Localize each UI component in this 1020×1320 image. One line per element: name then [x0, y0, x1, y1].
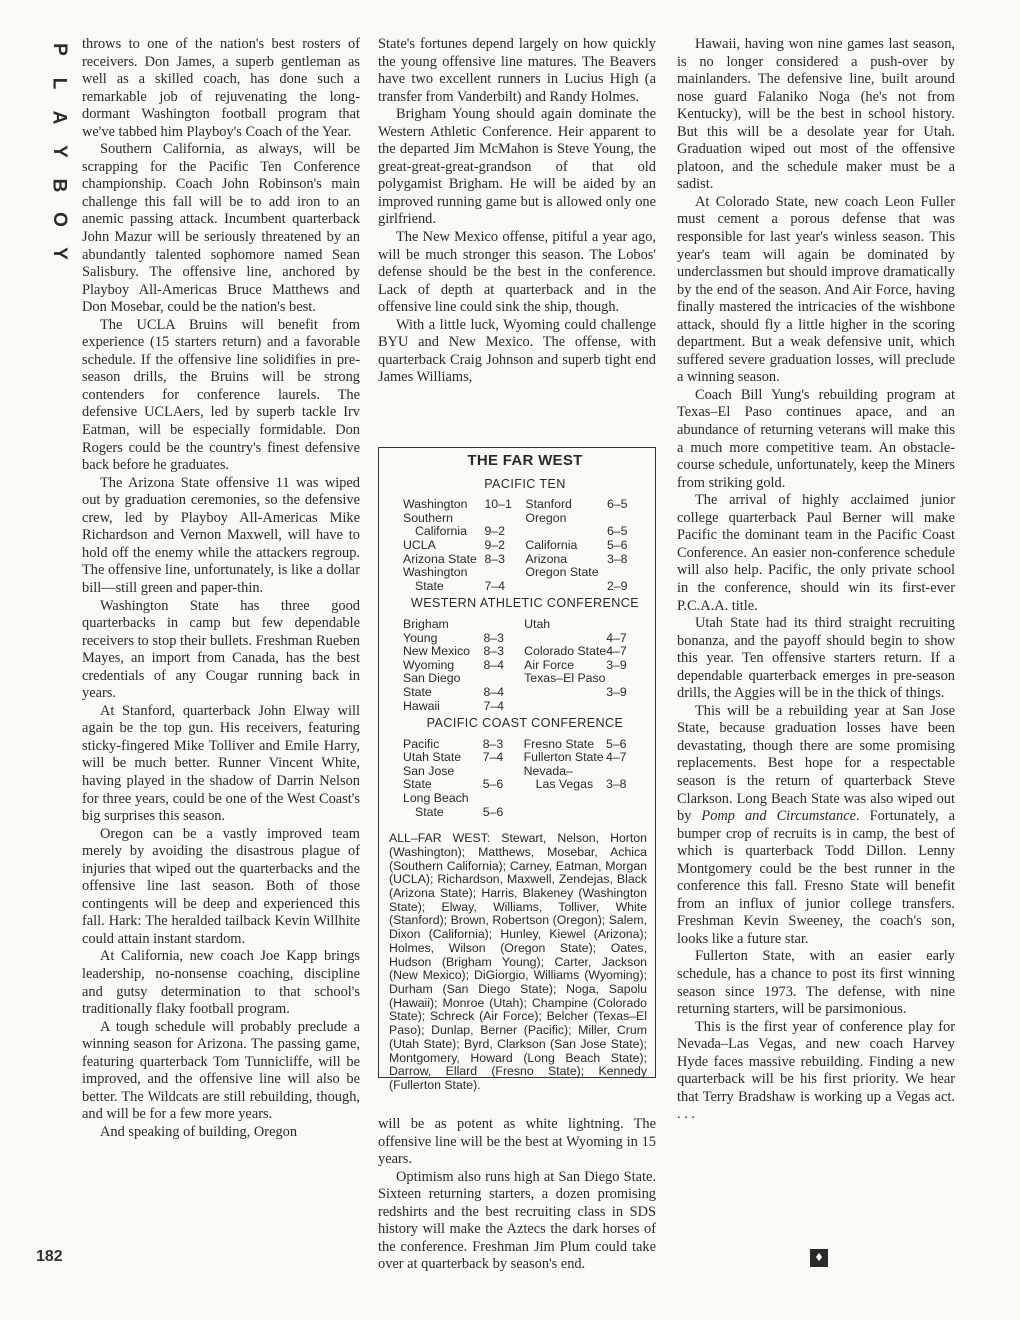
team-name: Arizona State — [403, 551, 477, 566]
team-record: 7–4 — [482, 750, 504, 765]
standings-table — [403, 618, 647, 713]
team-record: 4–7 — [606, 644, 627, 659]
team-record: 5–6 — [605, 736, 627, 751]
conference-heading: PACIFIC COAST CONFERENCE — [426, 716, 624, 731]
paragraph: Brigham Young should again dominate the Western Athletic Conference. Heir apparent to the departed Jim McMahon is Steve Young, the great-great-great-grandson of that old polygamist Brigham. He will be aided by an improved running game but is allowed only one girlfriend. — [378, 106, 656, 228]
team-record: 6–5 — [606, 497, 628, 512]
team-record: 10–1 — [484, 497, 512, 512]
paragraph: throws to one of the nation's best rosters of receivers. Don James, a superb gentleman as well as a skilled coach, has done such a remarkable job of rejuvenating the long-dormant Washington football program that we've tabbed him Playboy's Coach of the Year. — [82, 36, 360, 140]
paragraph: Hawaii, having won nine games last season, is no longer considered a push-over by mainlanders. The defensive line, built around nose guard Falaniko Noga (he's not from Kentucky), will be the best in school history. But this will be a desolate year for Utah. Graduation wiped out most of the offensive platoon, and the schedule maker must be a sadist. — [677, 36, 955, 193]
paragraph: This is the first year of conference play for Nevada–Las Vegas, and new coach Harvey Hyde faces massive rebuilding. Finding a new quarterback will be his first priority. We hear that Terry Bradshaw is working up a Vegas act. . . . — [677, 1018, 955, 1123]
team-record: 8–3 — [484, 551, 505, 566]
paragraph: Oregon can be a vastly improved team merely by avoiding the disastrous plague of injuries that wiped out the quarterbacks and the offensive line last season. Both of those contingents will be deep and experienced this fall. Hark: The heralded tailback Kevin Willhite could attain instant stardom. — [82, 825, 360, 947]
team-name: Oregon — [525, 510, 567, 525]
paragraph: At Stanford, quarterback John Elway will again be the top gun. His receivers, featuring sticky-fingered Mike Tolliver and Emile Harry, will be much better. Runner Vincent White, having played in the shadow of Darrin Nelson for three years, could be one of the West Coast's big surprises this season. — [82, 702, 360, 825]
table-row — [403, 659, 647, 673]
conference-heading: WESTERN ATHLETIC CONFERENCE — [410, 596, 640, 611]
table-row — [403, 792, 647, 819]
table-row — [403, 566, 647, 593]
paragraph: The Arizona State offensive 11 was wiped out by graduation ceremonies, so the defensive crew, led by Playboy All-Americas Mike Richardson and Vernon Maxwell, will have to hold off the enemy while the attackers regroup. The offensive line, unfortunately, is like a dollar bill—still green and paper-thin. — [82, 474, 360, 596]
team-name — [524, 700, 606, 714]
team-name: Fullerton State — [523, 750, 604, 765]
brand-letter: Y — [48, 247, 70, 260]
table-row — [403, 645, 647, 659]
sidebar-title: THE FAR WEST — [467, 452, 583, 469]
table-row — [403, 738, 647, 752]
team-name: Washington — [403, 497, 468, 512]
all-far-west-list: ALL–FAR WEST: Stewart, Nelson, Horton (Washington); Matthews, Mosebar, Achica (Southern California); Carney, Eatman, Morgan (UCLA); Richardson, Maxwell, Zendejas, Black (Arizona State); Harris, Blakeney (Washington State); Elway, Williams, Tolliver, White (Stanford); Brown, Robertson (Oregon); Salem, Dixon (California); Hunley, Kiewel (Arizona); Holmes, Wilson (Oregon State); Oates, Hudson (Brigham Young); Carter, Jackson (New Mexico); DiGiorgio, Williams (Wyoming); Durham (San Diego State); Noga, Sapolu (Hawaii); Monroe (Utah); Champine (Colorado State); Schreck (Air Force); Belcher (Texas–El Paso); Dunlap, Berner (Pacific); Miller, Crum (Utah State); Byrd, Clarkson (San Jose State); Montgomery, Howard (Long Beach State); Darrow, Ellard (Fresno State); Kennedy (Fullerton State). — [389, 831, 647, 1092]
team-record: 8–4 — [483, 684, 504, 699]
column-3 — [677, 36, 955, 1124]
paragraph: Optimism also runs high at San Diego State. Sixteen returning starters, a dozen promising redshirts and the best recruiting class in SDS history will make the Aztecs the dark horses of the conference. Freshman Jim Plum could take over at quarterback by season's end. — [378, 1168, 656, 1273]
team-name: Utah State — [403, 750, 462, 765]
brand-letter: Y — [48, 145, 70, 158]
paragraph: A tough schedule will probably preclude a winning season for Arizona. The passing game, featuring quarterback Tom Tunnicliffe, will be improved, and the offensive line will also be better. The Wildcats are still rebuilding, though, and will be for a few more years. — [82, 1018, 360, 1123]
table-row — [403, 539, 647, 553]
paragraph: Coach Bill Yung's rebuilding program at Texas–El Paso continues apace, and an abundance of returning veterans will make this a much more competitive team. An obstacle-course schedule, unfortunately, keep the Miners from striking gold. — [677, 386, 955, 491]
team-name: Utah — [524, 616, 551, 631]
team-name — [524, 792, 606, 819]
table-row — [403, 498, 647, 512]
team-record: 2–9 — [606, 578, 628, 593]
paragraph: The New Mexico offense, pitiful a year ago, will be much stronger this season. The Lobos' defense should be the best in the conference. Lack of depth at quarterback and in the offensive line could sink the ship, though. — [378, 229, 656, 316]
paragraph: Southern California, as always, will be scrapping for the Pacific Ten Conference championship. Coach John Robinson's main challenge this fall will be to add iron to an anemic passing attack. Incumbent quarterback John Mazur will be seriously threatened by an abundantly talented sophomore named Sean Salisbury. The offensive line, anchored by Playboy All-Americas Bruce Matthews and Don Mosebar, could be the nation's best. — [82, 141, 360, 316]
team-record: 7–4 — [483, 698, 504, 713]
table-row — [403, 700, 647, 714]
team-name: San Jose State — [403, 763, 455, 792]
team-record: 6–5 — [606, 524, 628, 539]
paragraph: And speaking of building, Oregon — [100, 1123, 298, 1140]
team-name: Stanford — [525, 497, 572, 512]
team-name: Arizona — [525, 551, 568, 566]
table-row — [403, 765, 647, 792]
paragraph: With a little luck, Wyoming could challenge BYU and New Mexico. The offense, with quarterback Craig Johnson and superb tight end James Williams, — [378, 316, 656, 386]
team-record — [606, 700, 647, 714]
team-record — [606, 792, 647, 819]
team-record: 4–7 — [606, 630, 627, 645]
team-name: Fresno State — [523, 736, 595, 751]
team-name: Washington State — [403, 565, 468, 593]
paragraph: At Colorado State, new coach Leon Fuller must cement a porous defense that was responsible for last year's winless season. This year's team will again be dominated by underclassmen but should improve dramatically by the end of the season. And Air Force, having finally mastered the intricacies of the wishbone attack, should fly a little higher in the scoring department. But a weak defensive unit, which suffered severe graduation losses, will preclude a winning season. — [677, 193, 955, 386]
column-2-bottom — [378, 1116, 656, 1274]
team-name: Air Force — [524, 657, 575, 672]
brand-letter: O — [48, 212, 70, 227]
team-name: UCLA — [403, 537, 436, 552]
team-name: Oregon State — [525, 565, 599, 580]
conference-list — [403, 478, 647, 820]
team-record: 3–8 — [606, 551, 628, 566]
rabbit-head-icon: ♦ — [810, 1249, 828, 1267]
column-1 — [82, 36, 360, 1141]
team-record: 8–3 — [483, 644, 504, 659]
brand-letter: A — [48, 110, 70, 125]
page-number: 182 — [36, 1248, 63, 1265]
team-name: Long Beach State — [403, 791, 469, 819]
paragraph: Washington State has three good quarterbacks in camp but few dependable receivers to stop their bullets. Freshman Rueben Mayes, an import from Canada, has the best credentials of any Cougar running back in years. — [82, 597, 360, 702]
team-record: 3–8 — [605, 777, 627, 792]
paragraph: At California, new coach Joe Kapp brings leadership, no-nonsense coaching, discipline and gutsy determination to that school's traditionally flaky football program. — [82, 948, 360, 1018]
paragraph: Fullerton State, with an easier early schedule, has a chance to post its first winning season since 1973. The defense, with nine returning starters, will be parsimonious. — [677, 948, 955, 1018]
team-name: Colorado State — [524, 644, 607, 659]
team-record: 9–2 — [484, 537, 505, 552]
brand-letter: L — [48, 77, 70, 90]
team-name: San Diego State — [403, 671, 461, 699]
table-row — [403, 553, 647, 567]
table-row — [403, 512, 647, 539]
team-name: Pacific — [403, 736, 440, 751]
standings-table — [403, 738, 647, 820]
team-record: 5–6 — [482, 777, 504, 792]
table-row — [403, 618, 647, 645]
brand-vertical — [44, 40, 74, 263]
paragraph: This will be a rebuilding year at San Jose State, because graduation losses have been devastating, though there are some promising replacements. Best hope for a respectable season is the return of quarterback Steve Clarkson. Long Beach State was also wiped out by Pomp and Circumstance. Fortunately, a bumper crop of recruits is in camp, the best of which is quarterback Todd Dillon. Lenny Montgomery could be the best runner in the conference this fall. Fresno State will benefit from an influx of junior college transfers. Freshman Kevin Sweeney, the coach's son, looks like a future star. — [677, 702, 955, 947]
conference-heading: PACIFIC TEN — [484, 476, 566, 491]
brand-letter: B — [48, 178, 70, 193]
brand-letter: P — [48, 43, 70, 56]
team-name: Wyoming — [403, 657, 455, 672]
team-name: Brigham Young — [403, 616, 449, 645]
table-row — [403, 672, 647, 699]
team-name: Southern California — [403, 510, 467, 539]
team-record: 4–7 — [605, 750, 627, 765]
column-2-top — [378, 36, 656, 387]
team-name: Nevada– Las Vegas — [523, 763, 594, 792]
team-name: California — [525, 537, 578, 552]
team-record: 8–3 — [483, 630, 504, 645]
paragraph: The arrival of highly acclaimed junior college quarterback Paul Berner will make Pacific the dominant team in the Pacific Coast Conference. An easier non-conference schedule will also help. Pacific, the only private school in the conference, should win its first-ever P.C.A.A. title. — [677, 492, 955, 614]
team-record: 3–9 — [606, 684, 627, 699]
standings-table — [403, 498, 647, 593]
team-name: New Mexico — [403, 644, 470, 659]
team-name: Texas–El Paso — [524, 671, 606, 686]
paragraph: State's fortunes depend largely on how quickly the young offensive line matures. The Beavers have two excellent runners in Lucius High (a transfer from Vanderbilt) and Randy Holmes. — [378, 36, 656, 105]
paragraph: Utah State had its third straight recruiting bonanza, and the payoff should begin to show this year. Ten offensive starters return. If a dependable quarterback emerges in pre-season drills, the Aggies will be in the thick of things. — [677, 615, 955, 702]
team-name: Hawaii — [403, 698, 440, 713]
paragraph: The UCLA Bruins will benefit from experience (15 starters return) and a favorable schedule. If the offensive line solidifies in pre-season drills, the Bruins will be strong contenders for conference laurels. The defensive UCLAers, led by superb tackle Irv Eatman, will be especially formidable. Don Rogers could be the country's finest defensive back before he graduates. — [82, 316, 360, 474]
table-row — [403, 751, 647, 765]
team-record: 5–6 — [482, 804, 504, 819]
team-record: 8–4 — [483, 657, 504, 672]
team-record: 9–2 — [484, 524, 505, 539]
team-record: 7–4 — [484, 578, 505, 593]
team-record: 3–9 — [606, 657, 627, 672]
team-record: 5–6 — [606, 537, 628, 552]
team-record: 8–3 — [482, 736, 504, 751]
italic-phrase: Pomp and Circumstance — [701, 808, 856, 825]
paragraph: will be as potent as white lightning. The offensive line will be the best at Wyoming in 15 years. — [378, 1116, 656, 1168]
standings-sidebar — [378, 447, 656, 1092]
